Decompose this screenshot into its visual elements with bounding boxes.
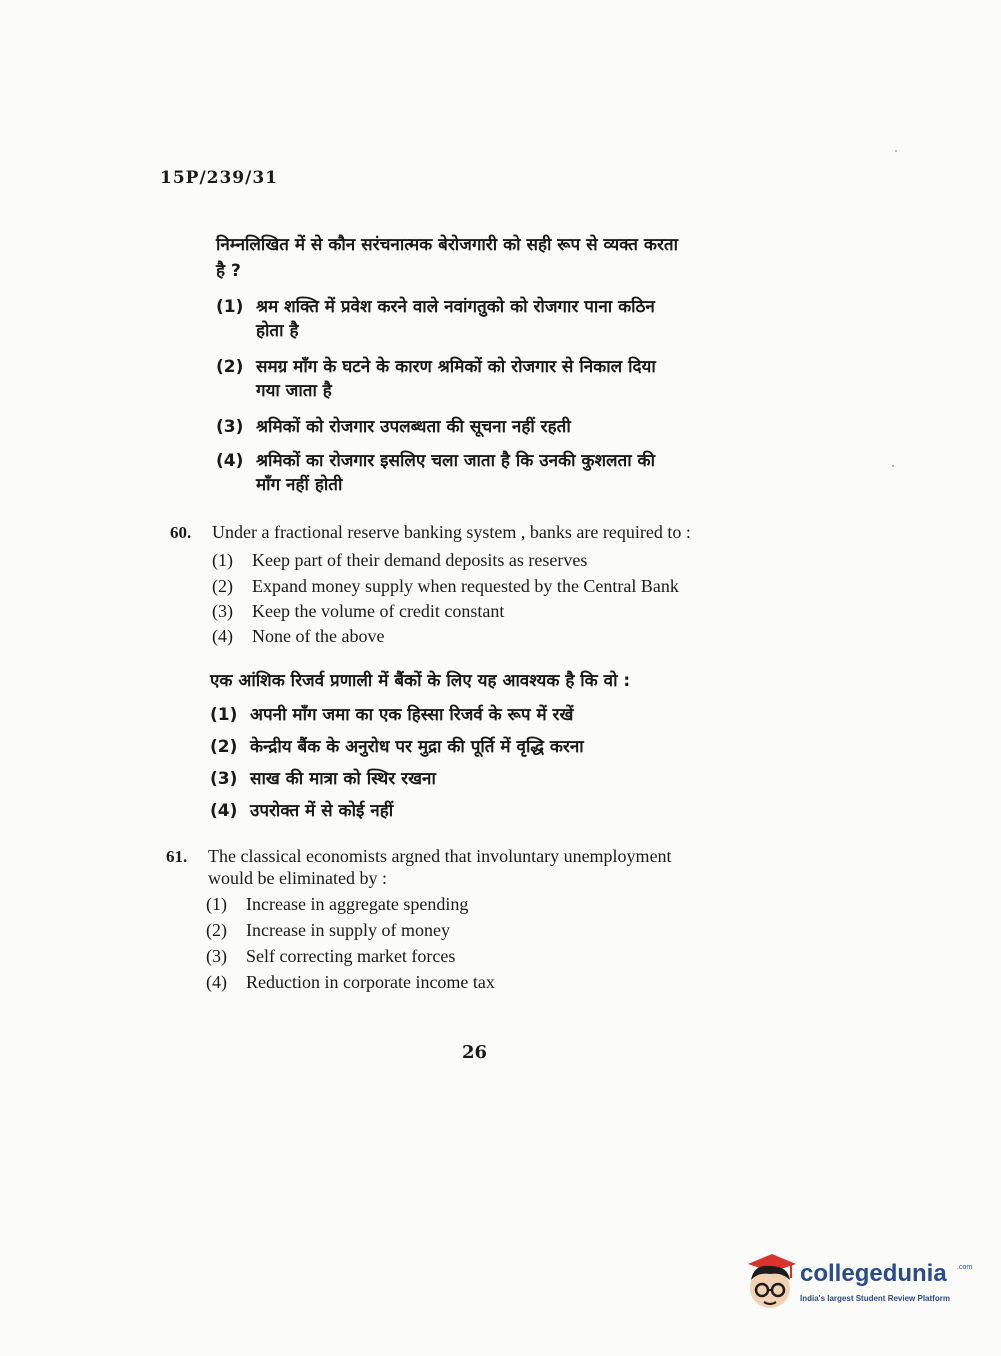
question-number: 60.: [170, 523, 192, 542]
option-text: Keep part of their demand deposits as reserves: [252, 550, 588, 570]
q60-hindi-option-2: [210, 734, 584, 757]
q61-option-4: [206, 972, 495, 993]
option-text: श्रमिकों का रोजगार इसलिए चला जाता है कि उनकी कुशलता की: [256, 451, 655, 471]
q59-option-1: [216, 294, 655, 317]
q60-hindi-option-4: [210, 798, 393, 821]
option-text: श्रमिकों को रोजगार उपलब्धता की सूचना नहीं रहती: [256, 417, 571, 437]
q61-stem-line1: [166, 846, 672, 867]
scan-speck: [895, 150, 897, 152]
option-text: Increase in supply of money: [246, 920, 450, 940]
option-text: केन्द्रीय बैंक के अनुरोध पर मुद्रा की पूर्ति में वृद्धि करना: [250, 737, 584, 757]
option-number: (2): [206, 920, 227, 940]
brand-name: collegedunia: [800, 1260, 947, 1287]
q59-option-4: [216, 448, 655, 471]
q60-hindi-option-3: [210, 766, 436, 789]
option-number: (1): [210, 705, 238, 725]
option-number: (2): [210, 737, 238, 757]
q60-option-1: [212, 550, 587, 571]
brand-tagline: India's largest Student Review Platform: [800, 1294, 950, 1303]
option-number: (4): [210, 801, 238, 821]
paper-code: 15P/239/31: [160, 168, 279, 188]
q61-option-3: [206, 946, 455, 967]
option-number: (1): [206, 894, 227, 914]
option-number: (3): [212, 601, 233, 621]
option-number: (3): [210, 769, 238, 789]
question-text: The classical economists argned that involuntary unemployment: [208, 846, 672, 866]
q59-option-3: [216, 414, 571, 437]
q61-stem-line2: would be eliminated by :: [208, 868, 387, 888]
option-text: श्रम शक्ति में प्रवेश करने वाले नवांगतुको को रोजगार पाना कठिन: [256, 297, 655, 317]
option-number: (3): [206, 946, 227, 966]
option-text: उपरोक्त में से कोई नहीं: [250, 801, 394, 821]
question-number: 61.: [166, 847, 188, 866]
option-text: Expand money supply when requested by the Central Bank: [252, 576, 679, 596]
q60-hindi-stem: एक आंशिक रिजर्व प्रणाली में बैंकों के लिए यह आवश्यक है कि वो :: [210, 671, 631, 691]
q60-hindi-option-1: [210, 702, 573, 725]
q59-option-2: [216, 354, 656, 377]
option-text: Self correcting market forces: [246, 946, 456, 966]
q59-option-4-cont: माँग नहीं होती: [256, 475, 343, 495]
page-number: 26: [462, 1042, 488, 1063]
option-text: Keep the volume of credit constant: [252, 601, 505, 621]
option-text: Reduction in corporate income tax: [246, 972, 495, 992]
option-number: (1): [216, 297, 244, 317]
q60-stem: [170, 522, 691, 543]
q59-stem-line1: निम्नलिखित में से कौन सरंचनात्मक बेरोजगारी को सही रूप से व्यक्त करता: [216, 235, 678, 255]
q61-option-1: [206, 894, 468, 915]
q59-stem-line2: है ?: [216, 261, 241, 281]
q61-option-2: [206, 920, 450, 941]
option-number: (4): [212, 626, 233, 646]
option-number: (2): [216, 357, 244, 377]
q59-option-2-cont: गया जाता है: [256, 381, 332, 401]
option-number: (4): [206, 972, 227, 992]
option-text: साख की मात्रा को स्थिर रखना: [250, 769, 436, 789]
option-text: Increase in aggregate spending: [246, 894, 469, 914]
scan-speck: [892, 465, 894, 467]
option-number: (4): [216, 451, 244, 471]
q60-option-2: [212, 576, 679, 597]
option-number: (1): [212, 550, 233, 570]
option-number: (3): [216, 417, 244, 437]
option-number: (2): [212, 576, 233, 596]
option-text: समग्र माँग के घटने के कारण श्रमिकों को रोजगार से निकाल दिया: [256, 357, 656, 377]
collegedunia-logo: [742, 1250, 972, 1320]
brand-suffix: .com: [957, 1264, 973, 1271]
q60-option-4: [212, 626, 384, 647]
q60-option-3: [212, 601, 504, 622]
q59-option-1-cont: होता है: [256, 321, 299, 341]
question-text: Under a fractional reserve banking system , banks are required to :: [212, 522, 691, 542]
mascot-icon: [742, 1250, 798, 1320]
option-text: अपनी माँग जमा का एक हिस्सा रिजर्व के रूप में रखें: [250, 705, 574, 725]
option-text: None of the above: [252, 626, 385, 646]
